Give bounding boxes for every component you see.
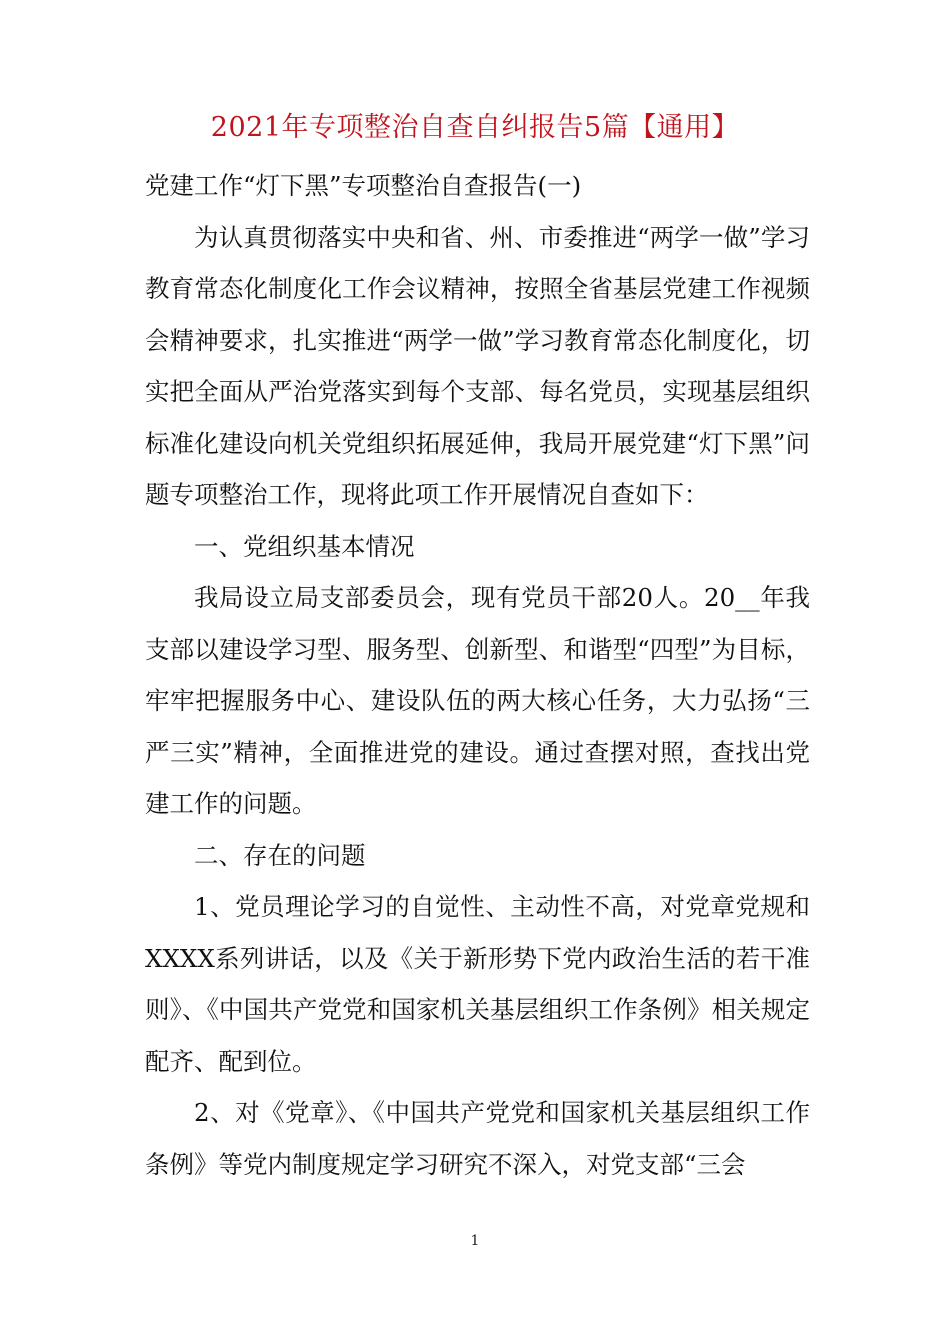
section-heading-1: 一、党组织基本情况 <box>194 531 415 561</box>
paragraph-issue-1: 1、党员理论学习的自觉性、主动性不高，对党章党规和XXXX系列讲话，以及《关于新形势下党内政治生活的若干准则》、《中国共产党党和国家机关基层组织工作条例》相关规定配齐、配到位。 <box>145 892 810 1076</box>
document-body <box>145 160 810 1190</box>
document-title: 2021年专项整治自查自纠报告5篇【通用】 <box>210 112 740 143</box>
page-number: 1 <box>470 1233 480 1249</box>
paragraph-issue-2: 2、对《党章》、《中国共产党党和国家机关基层组织工作条例》等党内制度规定学习研究不深入，对党支部“三会 <box>145 1098 810 1179</box>
paragraph-basic-info: 我局设立局支部委员会，现有党员干部20人。20__年我支部以建设学习型、服务型、创新型、和谐型“四型”为目标，牢牢把握服务中心、建设队伍的两大核心任务，大力弘扬“三严三实”精神，全面推进党的建设。通过查摆对照，查找出党建工作的问题。 <box>145 583 810 818</box>
paragraph-intro: 为认真贯彻落实中央和省、州、市委推进“两学一做”学习教育常态化制度化工作会议精神，按照全省基层党建工作视频会精神要求，扎实推进“两学一做”学习教育常态化制度化，切实把全面从严治党落实到每个支部、每名党员，实现基层组织标准化建设向机关党组织拓展延伸，我局开展党建“灯下黑”问题专项整治工作，现将此项工作开展情况自查如下： <box>145 222 810 509</box>
document-subtitle: 党建工作“灯下黑”专项整治自查报告(一) <box>145 171 582 200</box>
section-heading-2: 二、存在的问题 <box>194 840 366 870</box>
